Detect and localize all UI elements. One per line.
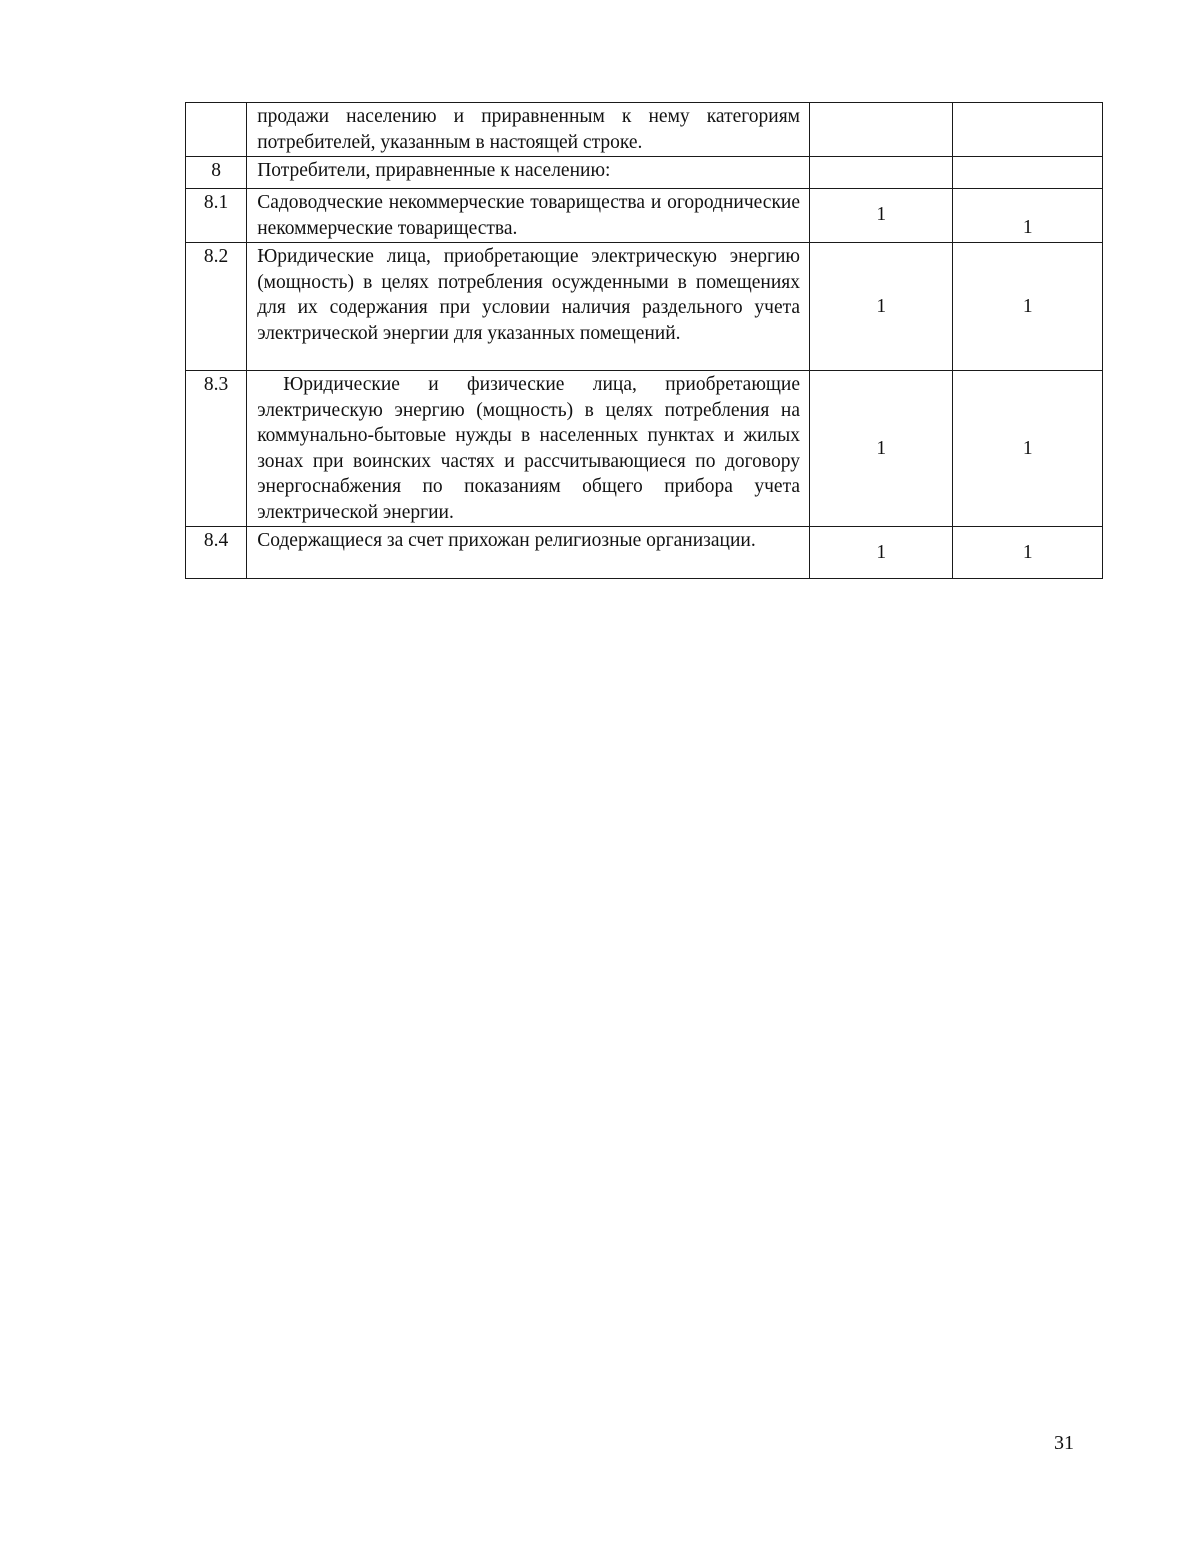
row-value-2: 1	[953, 371, 1103, 527]
table-row	[186, 371, 1103, 527]
row-description	[247, 371, 810, 527]
row-value-2	[953, 157, 1103, 189]
table-row	[186, 157, 1103, 189]
row-number	[186, 103, 247, 157]
row-description: Содержащиеся за счет прихожан религиозные организации.	[247, 527, 810, 579]
page-number: 31	[1054, 1432, 1074, 1454]
row-value-1: 1	[810, 189, 953, 243]
row-number: 8	[186, 157, 247, 189]
row-number-label: 8.3	[203, 374, 229, 395]
row-description-text: Юридические и физические лица, приобретающие электрическую энергию (мощность) в целях потребления на коммунально-бытовые нужды в населенных пунктах и жилых зонах при воинских частях и рассчитывающиеся по договору энергоснабжения по показаниям общего прибора учета электрической энергии.	[257, 374, 801, 523]
table-row	[186, 103, 1103, 157]
row-description: Юридические лица, приобретающие электрическую энергию (мощность) в целях потребления осужденными в помещениях для их содержания при условии наличия раздельного учета электрической энергии для указанных помещений.	[247, 243, 810, 371]
row-number: 8.1	[186, 189, 247, 243]
row-value-1: 1	[810, 527, 953, 579]
row-value-2: 1	[953, 527, 1103, 579]
row-description: Садоводческие некоммерческие товарищества и огороднические некоммерческие товарищества.	[247, 189, 810, 243]
row-value-2	[953, 103, 1103, 157]
row-value-2: 1	[953, 243, 1103, 371]
row-value-1: 1	[810, 243, 953, 371]
table-row	[186, 243, 1103, 371]
row-value-1: 1	[810, 371, 953, 527]
tariff-consumer-table	[185, 102, 1103, 579]
row-description: продажи населению и приравненным к нему категориям потребителей, указанным в настоящей строке.	[247, 103, 810, 157]
row-number: 8.4	[186, 527, 247, 579]
table-row	[186, 527, 1103, 579]
row-value-1	[810, 103, 953, 157]
row-number: 8.2	[186, 243, 247, 371]
row-value-2: 1	[953, 189, 1103, 243]
table-row	[186, 189, 1103, 243]
row-description: Потребители, приравненные к населению:	[247, 157, 810, 189]
row-value-1	[810, 157, 953, 189]
row-number	[186, 371, 247, 527]
